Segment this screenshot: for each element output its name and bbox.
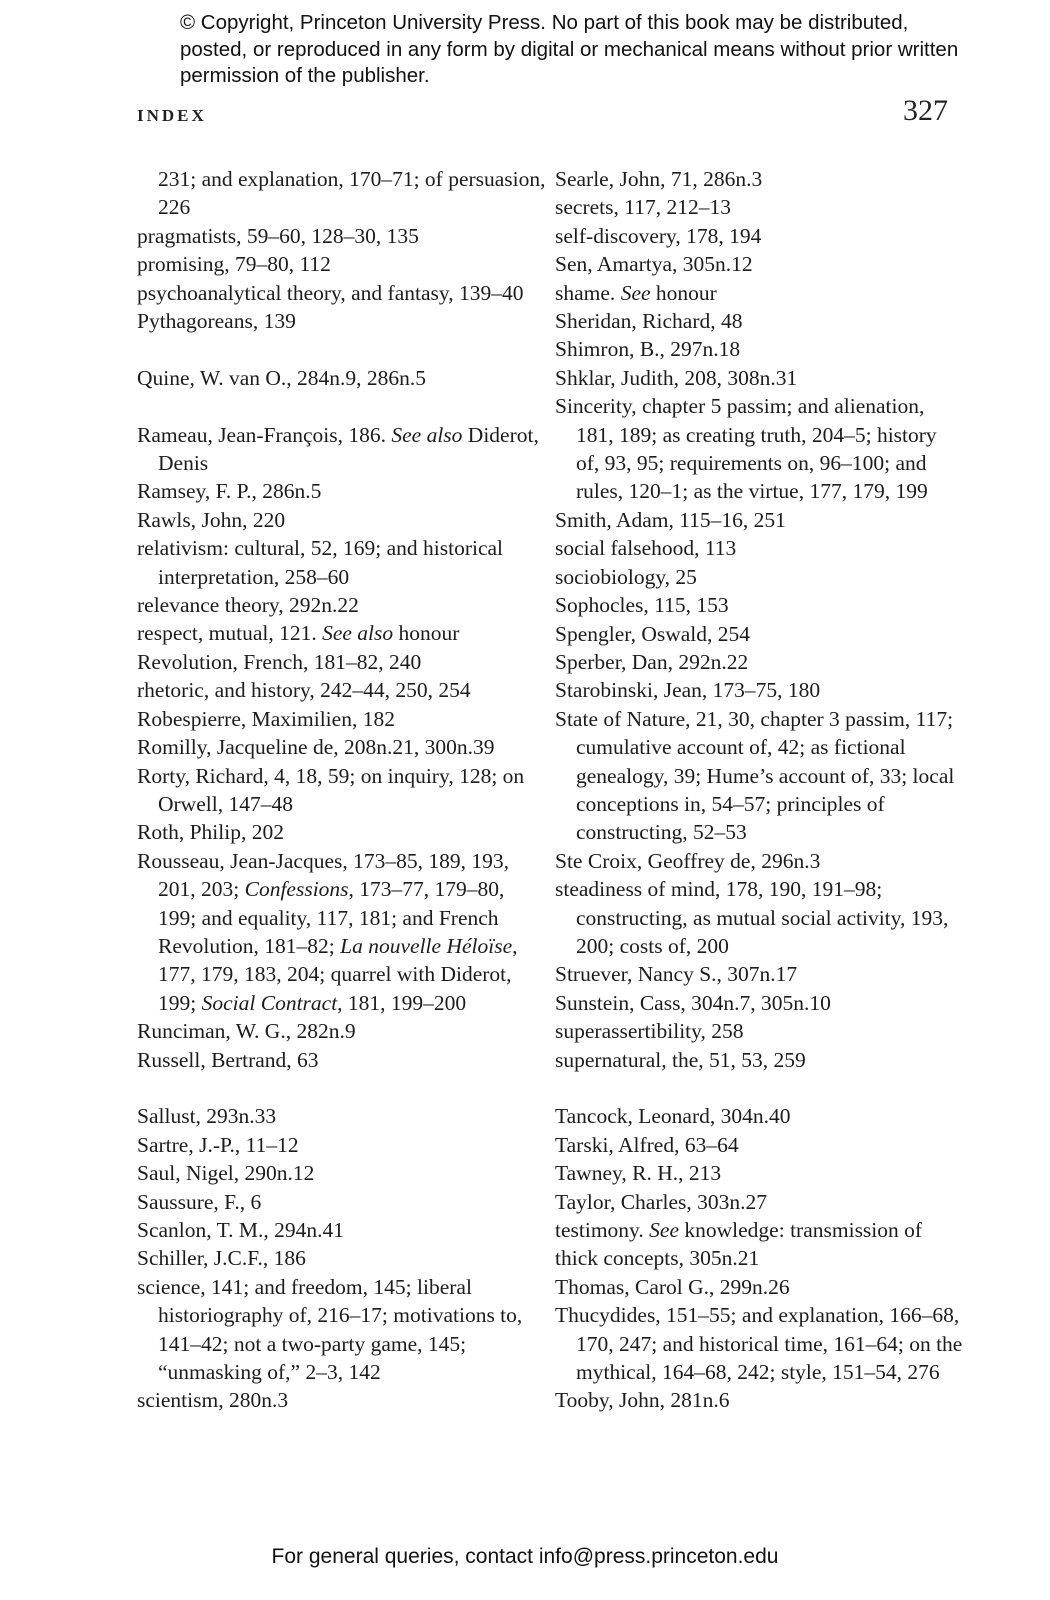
entry-text: relativism: cultural, 52, 169; and historical interpretation, 258–60: [137, 536, 504, 589]
entry-text: Scanlon, T. M., 294n.41: [137, 1217, 345, 1242]
entry-text: , 177, 179, 183, 204; quarrel with Diderot, 199;: [158, 933, 518, 1015]
index-entry: [555, 335, 965, 363]
index-entry: [555, 563, 965, 591]
index-entry: [137, 165, 547, 222]
letter-gap: [555, 1074, 965, 1102]
italic-text: La nouvelle Héloïse: [340, 933, 513, 958]
entry-text: Saussure, F., 6: [137, 1189, 262, 1214]
letter-gap: [137, 335, 547, 363]
entry-text: Sallust, 293n.33: [137, 1104, 277, 1129]
index-entry: [555, 676, 965, 704]
entry-text: Sheridan, Richard, 48: [555, 309, 743, 334]
letter-gap: [137, 392, 547, 420]
index-entry: [555, 1301, 965, 1386]
index-entry: [137, 818, 547, 846]
entry-text: scientism, 280n.3: [137, 1388, 289, 1413]
index-entry: [555, 307, 965, 335]
entry-text: science, 141; and freedom, 145; liberal historiography of, 216–17; motivations to, 141–42; not a two-party game, 145; “unmasking of,” 2–3, 142: [137, 1274, 523, 1385]
entry-text: Thucydides, 151–55; and explanation, 166–68, 170, 247; and historical time, 161–64; on the mythical, 164–68, 242; style, 151–54, 276: [555, 1303, 963, 1385]
entry-text: Struever, Nancy S., 307n.17: [555, 962, 798, 987]
entry-text: Sperber, Dan, 292n.22: [555, 649, 749, 674]
copyright-notice: © Copyright, Princeton University Press. No part of this book may be distributed, posted, or reproduced in any form by digital or mechanical means without prior written permission of the publisher.: [180, 11, 959, 87]
index-entry: [137, 847, 547, 1017]
entry-text: Romilly, Jacqueline de, 208n.21, 300n.39: [137, 735, 495, 760]
index-entry: [555, 989, 965, 1017]
entry-text: Starobinski, Jean, 173–75, 180: [555, 678, 821, 703]
entry-text: Sophocles, 115, 153: [555, 593, 729, 618]
entry-text: Quine, W. van O., 284n.9, 286n.5: [137, 365, 427, 390]
index-entry: [555, 1159, 965, 1187]
entry-text: promising, 79–80, 112: [137, 252, 331, 277]
entry-text: Saul, Nigel, 290n.12: [137, 1161, 315, 1186]
index-entry: [555, 1131, 965, 1159]
entry-text: Tawney, R. H., 213: [555, 1161, 722, 1186]
index-entry: [555, 392, 965, 506]
entry-text: secrets, 117, 212–13: [555, 195, 731, 220]
entry-text: Shimron, B., 297n.18: [555, 337, 741, 362]
index-entry: [137, 222, 547, 250]
index-entry: [137, 506, 547, 534]
index-entry: [137, 1159, 547, 1187]
entry-text: Russell, Bertrand, 63: [137, 1047, 319, 1072]
index-entry: [555, 1244, 965, 1272]
entry-text: Shklar, Judith, 208, 308n.31: [555, 365, 798, 390]
index-entry: [137, 705, 547, 733]
running-head: INDEX: [137, 106, 207, 125]
entry-text: Tarski, Alfred, 63–64: [555, 1132, 739, 1157]
index-entry: [137, 1046, 547, 1074]
index-entry: [137, 1102, 547, 1130]
index-entry: [137, 1386, 547, 1414]
index-entry: [555, 648, 965, 676]
index-entry: [137, 591, 547, 619]
entry-text: supernatural, the, 51, 53, 259: [555, 1047, 806, 1072]
italic-text: See: [649, 1218, 680, 1243]
index-entry: [137, 676, 547, 704]
index-entry: [555, 222, 965, 250]
entry-text: rhetoric, and history, 242–44, 250, 254: [137, 678, 471, 703]
index-entry: [555, 847, 965, 875]
index-entry: [555, 1102, 965, 1130]
entry-text: pragmatists, 59–60, 128–30, 135: [137, 223, 419, 248]
entry-text: Sen, Amartya, 305n.12: [555, 252, 753, 277]
entry-text: respect, mutual, 121.: [137, 621, 323, 646]
entry-text: Pythagoreans, 139: [137, 309, 296, 334]
index-entry: [137, 477, 547, 505]
letter-gap: [137, 1074, 547, 1102]
index-entry: [137, 250, 547, 278]
index-entry: [555, 250, 965, 278]
index-entry: [555, 1386, 965, 1414]
index-entry: [555, 165, 965, 193]
index-entry: [137, 733, 547, 761]
index-entry: [137, 364, 547, 392]
index-entry: [137, 762, 547, 819]
entry-text: psychoanalytical theory, and fantasy, 139–40: [137, 280, 524, 305]
index-column-left: [137, 165, 547, 1415]
entry-text: Revolution, French, 181–82, 240: [137, 649, 422, 674]
index-entry: [555, 1046, 965, 1074]
entry-text: Sartre, J.-P., 11–12: [137, 1132, 299, 1157]
entry-text: thick concepts, 305n.21: [555, 1246, 760, 1271]
index-entry: [137, 1188, 547, 1216]
italic-text: See also: [391, 422, 463, 447]
index-entry: [137, 307, 547, 335]
index-entry: [137, 279, 547, 307]
entry-text: Runciman, W. G., 282n.9: [137, 1019, 356, 1044]
index-entry: [137, 1017, 547, 1045]
entry-text: honour: [393, 621, 460, 646]
entry-text: Spengler, Oswald, 254: [555, 621, 751, 646]
index-entry: [137, 1131, 547, 1159]
index-entry: [555, 1188, 965, 1216]
entry-text: , 173–77, 179–80, 199; and equality, 117, 181; and French Revolution, 181–82;: [158, 877, 505, 958]
index-entry: [555, 279, 965, 307]
entry-text: honour: [650, 280, 717, 305]
entry-text: sociobiology, 25: [555, 564, 697, 589]
italic-text: Social Contract: [201, 990, 338, 1015]
index-entry: [555, 534, 965, 562]
entry-text: Rawls, John, 220: [137, 507, 286, 532]
index-entry: [555, 591, 965, 619]
index-entry: [555, 506, 965, 534]
entry-text: Robespierre, Maximilien, 182: [137, 706, 395, 731]
entry-text: testimony.: [555, 1218, 650, 1243]
italic-text: Confessions: [244, 877, 349, 902]
entry-text: self-discovery, 178, 194: [555, 223, 762, 248]
entry-text: Smith, Adam, 115–16, 251: [555, 507, 786, 532]
entry-text: Thomas, Carol G., 299n.26: [555, 1274, 790, 1299]
entry-text: Searle, John, 71, 286n.3: [555, 167, 763, 191]
entry-text: social falsehood, 113: [555, 536, 737, 561]
entry-text: 231; and explanation, 170–71; of persuasion, 226: [158, 167, 546, 220]
entry-text: State of Nature, 21, 30, chapter 3 passim, 117; cumulative account of, 42; as fictional genealogy, 39; Hume’s account of, 33; local conceptions in, 54–57; principles of constructing, 52–53: [555, 706, 955, 845]
entry-text: Tancock, Leonard, 304n.40: [555, 1104, 791, 1129]
entry-text: Schiller, J.C.F., 186: [137, 1246, 306, 1271]
index-entry: [555, 1273, 965, 1301]
entry-text: shame.: [555, 280, 621, 305]
index-entry: [555, 1216, 965, 1244]
entry-text: steadiness of mind, 178, 190, 191–98; constructing, as mutual social activity, 193, 200; costs of, 200: [555, 877, 949, 958]
entry-text: Rousseau, Jean-Jacques, 173–85, 189, 193, 201, 203;: [137, 848, 510, 902]
index-entry: [137, 1244, 547, 1272]
entry-text: Rorty, Richard, 4, 18, 59; on inquiry, 128; on Orwell, 147–48: [137, 763, 525, 816]
index-entry: [137, 648, 547, 676]
index-entry: [137, 1273, 547, 1387]
index-entry: [137, 421, 547, 478]
entry-text: relevance theory, 292n.22: [137, 593, 359, 618]
index-column-right: [555, 165, 965, 1415]
italic-text: See also: [322, 621, 394, 646]
entry-text: Ste Croix, Geoffrey de, 296n.3: [555, 848, 821, 873]
index-entry: [555, 875, 965, 960]
page-number: 327: [903, 94, 948, 127]
index-entry: [137, 619, 547, 647]
entry-text: , 181, 199–200: [337, 990, 467, 1015]
entry-text: knowledge: transmission of: [679, 1218, 923, 1243]
entry-text: Sincerity, chapter 5 passim; and alienation, 181, 189; as creating truth, 204–5; history of, 93, 95; requirements on, 96–100; and rules, 120–1; as the virtue, 177, 179, 199: [555, 394, 937, 504]
entry-text: superassertibility, 258: [555, 1019, 744, 1044]
index-entry: [137, 534, 547, 591]
entry-text: Taylor, Charles, 303n.27: [555, 1189, 767, 1214]
entry-text: Roth, Philip, 202: [137, 820, 284, 845]
entry-text: Rameau, Jean-François, 186.: [137, 422, 392, 447]
index-entry: [555, 364, 965, 392]
index-entry: [137, 1216, 547, 1244]
italic-text: See: [620, 280, 651, 305]
index-entry: [555, 1017, 965, 1045]
entry-text: Sunstein, Cass, 304n.7, 305n.10: [555, 990, 831, 1015]
footer-contact: For general queries, contact info@press.princeton.edu: [271, 1545, 779, 1568]
index-entry: [555, 193, 965, 221]
entry-text: Tooby, John, 281n.6: [555, 1388, 730, 1413]
index-entry: [555, 960, 965, 988]
index-entry: [555, 705, 965, 847]
entry-text: Diderot, Denis: [158, 422, 539, 476]
entry-text: Ramsey, F. P., 286n.5: [137, 479, 322, 504]
index-entry: [555, 620, 965, 648]
